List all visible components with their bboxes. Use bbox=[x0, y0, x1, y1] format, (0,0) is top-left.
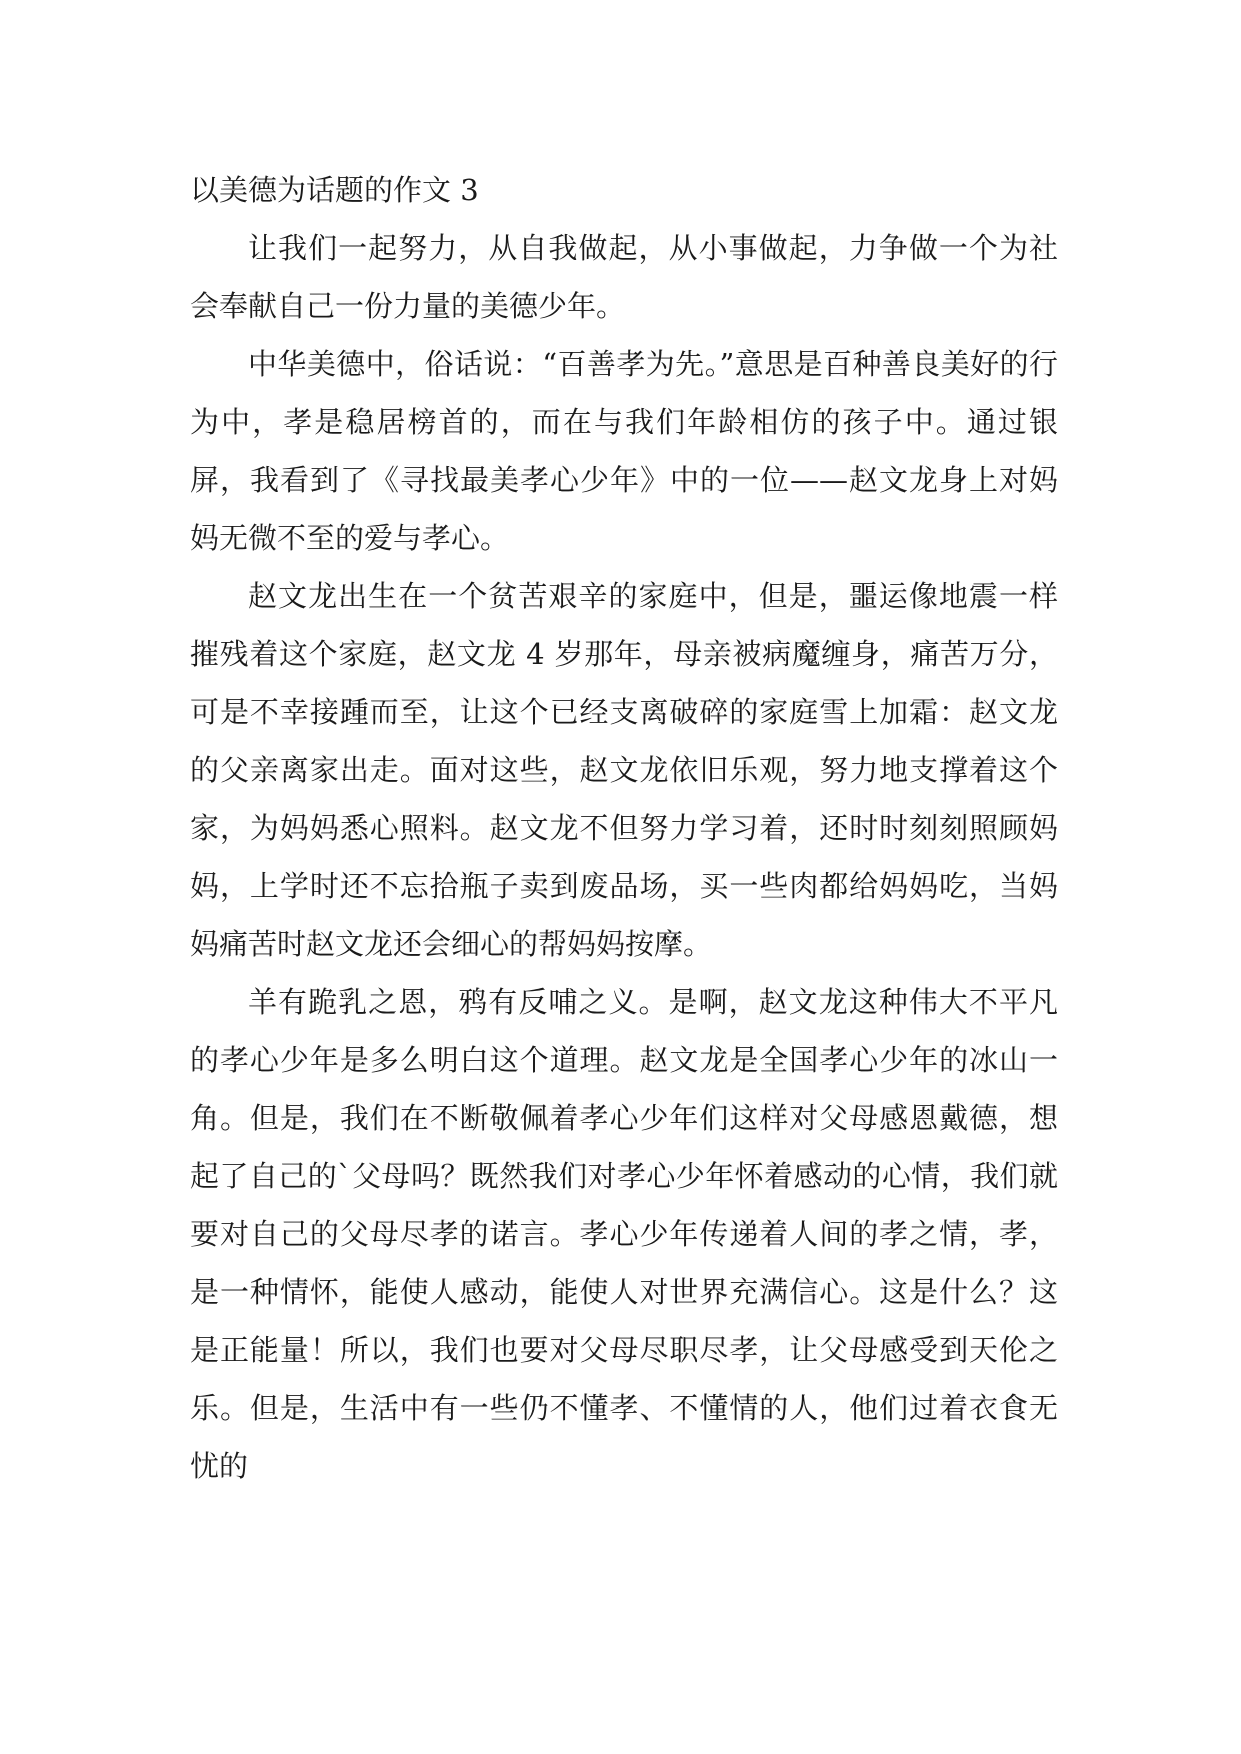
document-title: 以美德为话题的作文 3 bbox=[190, 173, 479, 207]
document-body bbox=[190, 161, 1058, 1495]
paragraph-4: 羊有跪乳之恩，鸦有反哺之义。是啊，赵文龙这种伟大不平凡的孝心少年是多么明白这个道理。赵文龙是全国孝心少年的冰山一角。但是，我们在不断敬佩着孝心少年们这样对父母感恩戴德，想起了自己的`父母吗？既然我们对孝心少年怀着感动的心情，我们就要对自己的父母尽孝的诺言。孝心少年传递着人间的孝之情，孝，是一种情怀，能使人感动，能使人对世界充满信心。这是什么？这是正能量！所以，我们也要对父母尽职尽孝，让父母感受到天伦之乐。但是，生活中有一些仍不懂孝、不懂情的人，他们过着衣食无忧的 bbox=[190, 985, 1058, 1483]
paragraph-2: 中华美德中，俗话说：“百善孝为先。”意思是百种善良美好的行为中，孝是稳居榜首的，而在与我们年龄相仿的孩子中。通过银屏，我看到了《寻找最美孝心少年》中的一位——赵文龙身上对妈妈无微不至的爱与孝心。 bbox=[190, 347, 1058, 555]
paragraph-1: 让我们一起努力，从自我做起，从小事做起，力争做一个为社会奉献自己一份力量的美德少年。 bbox=[190, 231, 1058, 323]
paragraph-3: 赵文龙出生在一个贫苦艰辛的家庭中，但是，噩运像地震一样摧残着这个家庭，赵文龙 4 岁那年，母亲被病魔缠身，痛苦万分，可是不幸接踵而至，让这个已经支离破碎的家庭雪上加霜：赵文龙的父亲离家出走。面对这些，赵文龙依旧乐观，努力地支撑着这个家，为妈妈悉心照料。赵文龙不但努力学习着，还时时刻刻照顾妈妈，上学时还不忘拾瓶子卖到废品场，买一些肉都给妈妈吃，当妈妈痛苦时赵文龙还会细心的帮妈妈按摩。 bbox=[190, 579, 1058, 961]
